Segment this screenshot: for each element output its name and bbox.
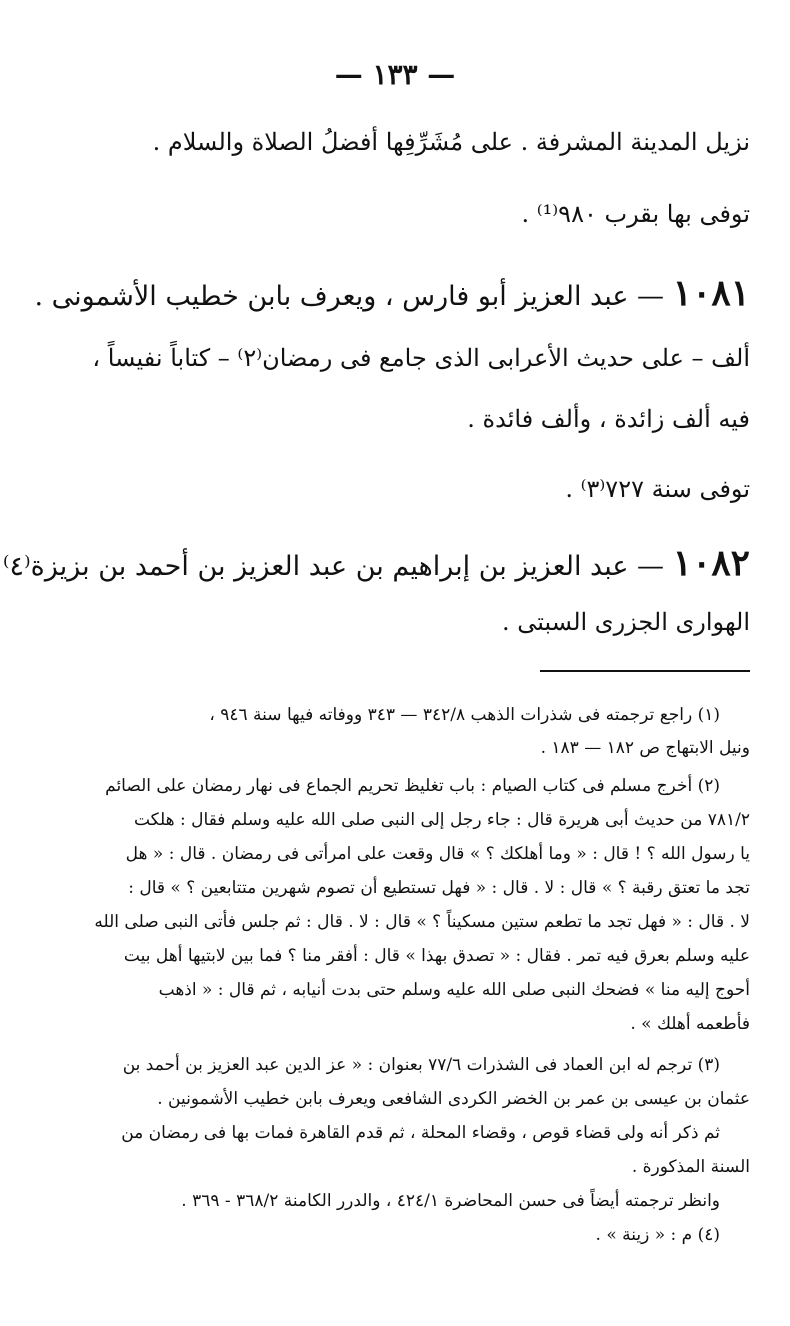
footnote-line: فأطعمه أهلك » .	[630, 1014, 750, 1034]
footnote-line: ثم ذكر أنه ولى قضاء قوص ، وقضاء المحلة ، ثم قدم القاهرة فمات بها فى رمضان من	[121, 1123, 720, 1143]
entry-1082	[2, 542, 750, 584]
entry-number: ١٠٨٢	[672, 542, 750, 584]
entry-1081	[34, 272, 750, 314]
footnote-line: أحوج إليه منا » فضحك النبى صلى الله عليه وسلم حتى بدت أنيابه ، ثم قال : « اذهب	[158, 980, 750, 1000]
footnote-line: ونيل الابتهاج ص ١٨٢ — ١٨٣ .	[540, 738, 750, 758]
footnote-line: وانظر ترجمته أيضاً فى حسن المحاضرة ٤٢٤/١ ، والدرر الكامنة ٣٦٨/٢ - ٣٦٩ .	[181, 1191, 720, 1211]
text-line-2: توفى بها بقرب ٩٨٠⁽¹⁾ .	[521, 200, 750, 228]
text-line-5: توفى سنة ٧٢٧⁽٣⁾ .	[565, 475, 750, 503]
footnote-line: (٢) أخرج مسلم فى كتاب الصيام : باب تغليظ تحريم الجماع فى نهار رمضان على الصائم	[105, 776, 720, 796]
entry-number: ١٠٨١	[672, 272, 750, 314]
text-line-4: فيه ألف زائدة ، وألف فائدة .	[467, 405, 750, 433]
footnote-line: عثمان بن عيسى بن عمر بن الخضر الكردى الشافعى ويعرف بابن خطيب الأشمونين .	[157, 1089, 750, 1109]
footnote-separator	[540, 670, 750, 672]
footnote-line: (١) راجع ترجمته فى شذرات الذهب ٣٤٢/٨ — ٣٤٣ ووفاته فيها سنة ٩٤٦ ،	[209, 705, 720, 725]
footnote-line: عليه وسلم بعرق فيه تمر . فقال : « تصدق بهذا » قال : أفقر منا ؟ فما بين لابتيها أهل بيت	[123, 946, 750, 966]
entry-text: — عبد العزيز أبو فارس ، ويعرف بابن خطيب الأشمونى .	[34, 281, 665, 312]
footnote-line: تجد ما تعتق رقبة ؟ » قال : لا . قال : « فهل تستطيع أن تصوم شهرين متتابعين ؟ » قال :	[128, 878, 750, 898]
text-line-3: ألف – على حديث الأعرابى الذى جامع فى رمضان⁽٢⁾ – كتاباً نفيساً ،	[92, 344, 750, 372]
text-line-6: الهوارى الجزرى السبتى .	[502, 608, 750, 636]
entry-text: — عبد العزيز بن إبراهيم بن عبد العزيز بن أحمد بن بزيزة⁽٤⁾	[2, 551, 665, 582]
footnote-line: لا . قال : « فهل تجد ما تطعم ستين مسكيناً ؟ » قال : لا . قال : ثم جلس فأتى النبى صلى الله	[94, 912, 750, 932]
page-number: — ١٣٣ —	[334, 58, 456, 91]
footnote-line: السنة المذكورة .	[631, 1157, 750, 1177]
text-line-1: نزيل المدينة المشرفة . على مُشَرِّفِها أفضلُ الصلاة والسلام .	[152, 128, 750, 156]
footnote-line: ٧٨١/٢ من حديث أبى هريرة قال : جاء رجل إلى النبى صلى الله عليه وسلم فقال : هلكت	[133, 810, 750, 830]
footnote-line: يا رسول الله ؟ ! قال : « وما أهلكك ؟ » قال وقعت على امرأتى فى رمضان . قال : « هل	[125, 844, 750, 864]
footnote-line: (٣) ترجم له ابن العماد فى الشذرات ٧٧/٦ بعنوان : « عز الدين عبد العزيز بن أحمد بن	[122, 1055, 720, 1075]
footnote-line: (٤) م : « زينة » .	[595, 1225, 720, 1245]
